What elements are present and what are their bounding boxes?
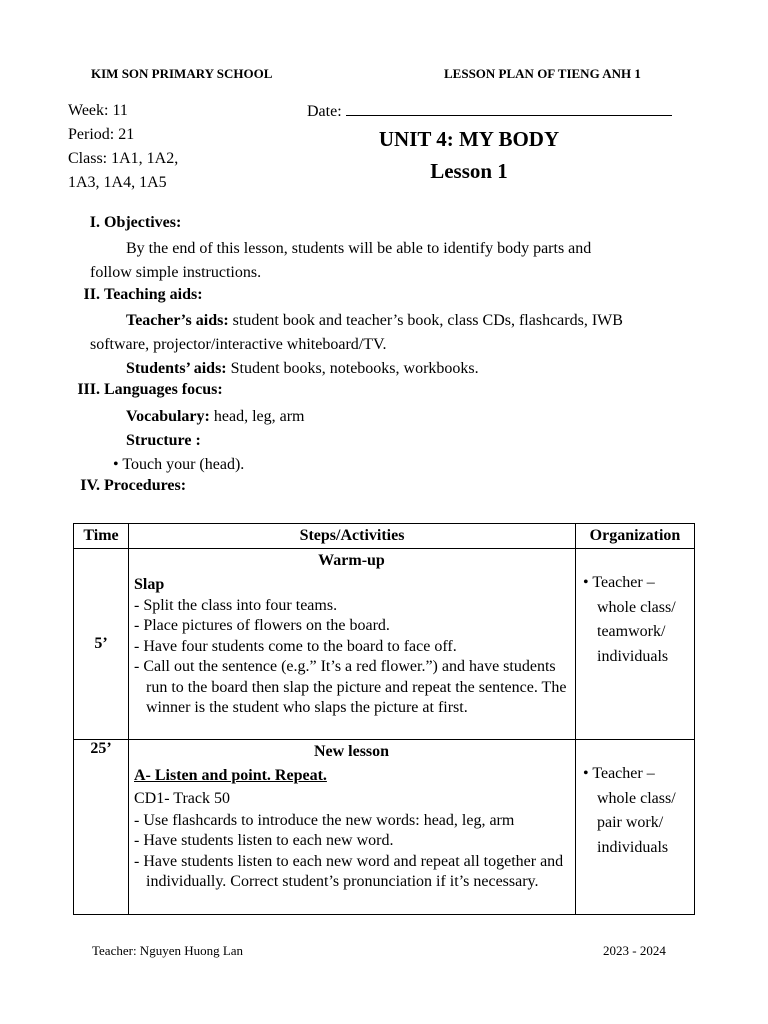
activity-title: A- Listen and point. Repeat.	[134, 767, 327, 784]
step-item: - Split the class into four teams.	[134, 596, 338, 614]
vocabulary-label: Vocabulary:	[126, 408, 210, 425]
step-item: - Have students listen to each new word and repeat all together and individually. Correct student’s pronunciation if it’s necessary.	[134, 852, 564, 890]
row-activities	[129, 549, 576, 740]
footer-year: 2023 - 2024	[603, 943, 666, 958]
school-name: KIM SON PRIMARY SCHOOL	[91, 66, 273, 81]
vocabulary-line	[126, 405, 304, 429]
table-row	[74, 549, 695, 740]
date-blank-line	[346, 99, 672, 116]
teacher-aids-line-2: software, projector/interactive whiteboard/TV.	[90, 336, 387, 353]
date-label: Date:	[307, 103, 342, 120]
footer-teacher: Teacher: Nguyen Huong Lan	[92, 943, 244, 958]
vocabulary-text: head, leg, arm	[209, 408, 305, 425]
row-time: 5’	[74, 549, 129, 740]
structure-label: Structure :	[126, 432, 201, 449]
table-row	[74, 740, 695, 915]
week: Week: 11	[68, 102, 128, 119]
section-number: II.	[83, 286, 100, 303]
students-aids-label: Students’ aids:	[126, 360, 227, 377]
unit-title: UNIT 4: MY BODY	[378, 127, 560, 151]
objectives-line-1: By the end of this lesson, students will be able to identify body parts and	[126, 240, 592, 257]
section-number: I.	[89, 214, 100, 231]
org-item: • Teacher – whole class/ teamwork/ individuals	[583, 574, 676, 665]
section-heading: Procedures:	[104, 477, 187, 494]
step-item: - Call out the sentence (e.g.” It’s a red flower.”) and have students run to the board then slap the picture and repeat the sentence. The winner is the student who slaps the picture at first.	[134, 658, 567, 716]
teacher-aids-label: Teacher’s aids:	[126, 312, 229, 329]
header-activities: Steps/Activities	[129, 524, 576, 549]
plan-title: LESSON PLAN OF TIENG ANH 1	[444, 66, 641, 81]
section-language-focus	[64, 381, 223, 399]
step-item: - Place pictures of flowers on the board.	[134, 617, 390, 634]
row-time: 25’	[74, 740, 129, 915]
structure-item	[113, 453, 244, 477]
teacher-aids-text: student book and teacher’s book, class CDs, flashcards, IWB	[228, 312, 623, 329]
header-organization: Organization	[576, 524, 695, 549]
section-teaching-aids	[64, 286, 203, 304]
class-line-2: 1A3, 1A4, 1A5	[68, 174, 167, 191]
row-organization	[576, 740, 695, 915]
date-field	[307, 99, 672, 124]
section-objectives	[64, 214, 181, 232]
section-heading: Teaching aids:	[104, 286, 203, 303]
section-heading: Objectives:	[104, 214, 182, 231]
section-number: IV.	[80, 477, 100, 494]
step-item: - Use flashcards to introduce the new words: head, leg, arm	[134, 811, 515, 829]
teacher-aids-line-1	[126, 309, 623, 333]
meta-block	[68, 99, 178, 195]
students-aids-line	[126, 357, 479, 381]
students-aids-text: Student books, notebooks, workbooks.	[226, 360, 479, 377]
section-title: New lesson	[313, 743, 390, 760]
org-item: • Teacher – whole class/ pair work/ individuals	[583, 765, 676, 856]
table-header-row	[74, 524, 695, 549]
header-time: Time	[74, 524, 129, 549]
activity-subtitle: CD1- Track 50	[134, 789, 231, 807]
section-number: III.	[77, 381, 100, 398]
section-procedures	[64, 477, 186, 495]
objectives-line-2: follow simple instructions.	[90, 264, 262, 281]
lesson-title: Lesson 1	[430, 159, 508, 183]
procedures-table	[73, 523, 695, 915]
row-organization	[576, 549, 695, 740]
structure-item-text: Touch your (head).	[122, 456, 245, 473]
section-title: Warm-up	[318, 552, 385, 569]
class-line-1: Class: 1A1, 1A2,	[68, 150, 179, 167]
row-activities	[129, 740, 576, 915]
activity-title: Slap	[134, 576, 165, 593]
step-item: - Have four students come to the board to face off.	[134, 637, 457, 655]
step-item: - Have students listen to each new word.	[134, 832, 394, 849]
section-heading: Languages focus:	[104, 381, 223, 398]
period: Period: 21	[68, 126, 135, 143]
bullet-icon: •	[113, 456, 119, 473]
